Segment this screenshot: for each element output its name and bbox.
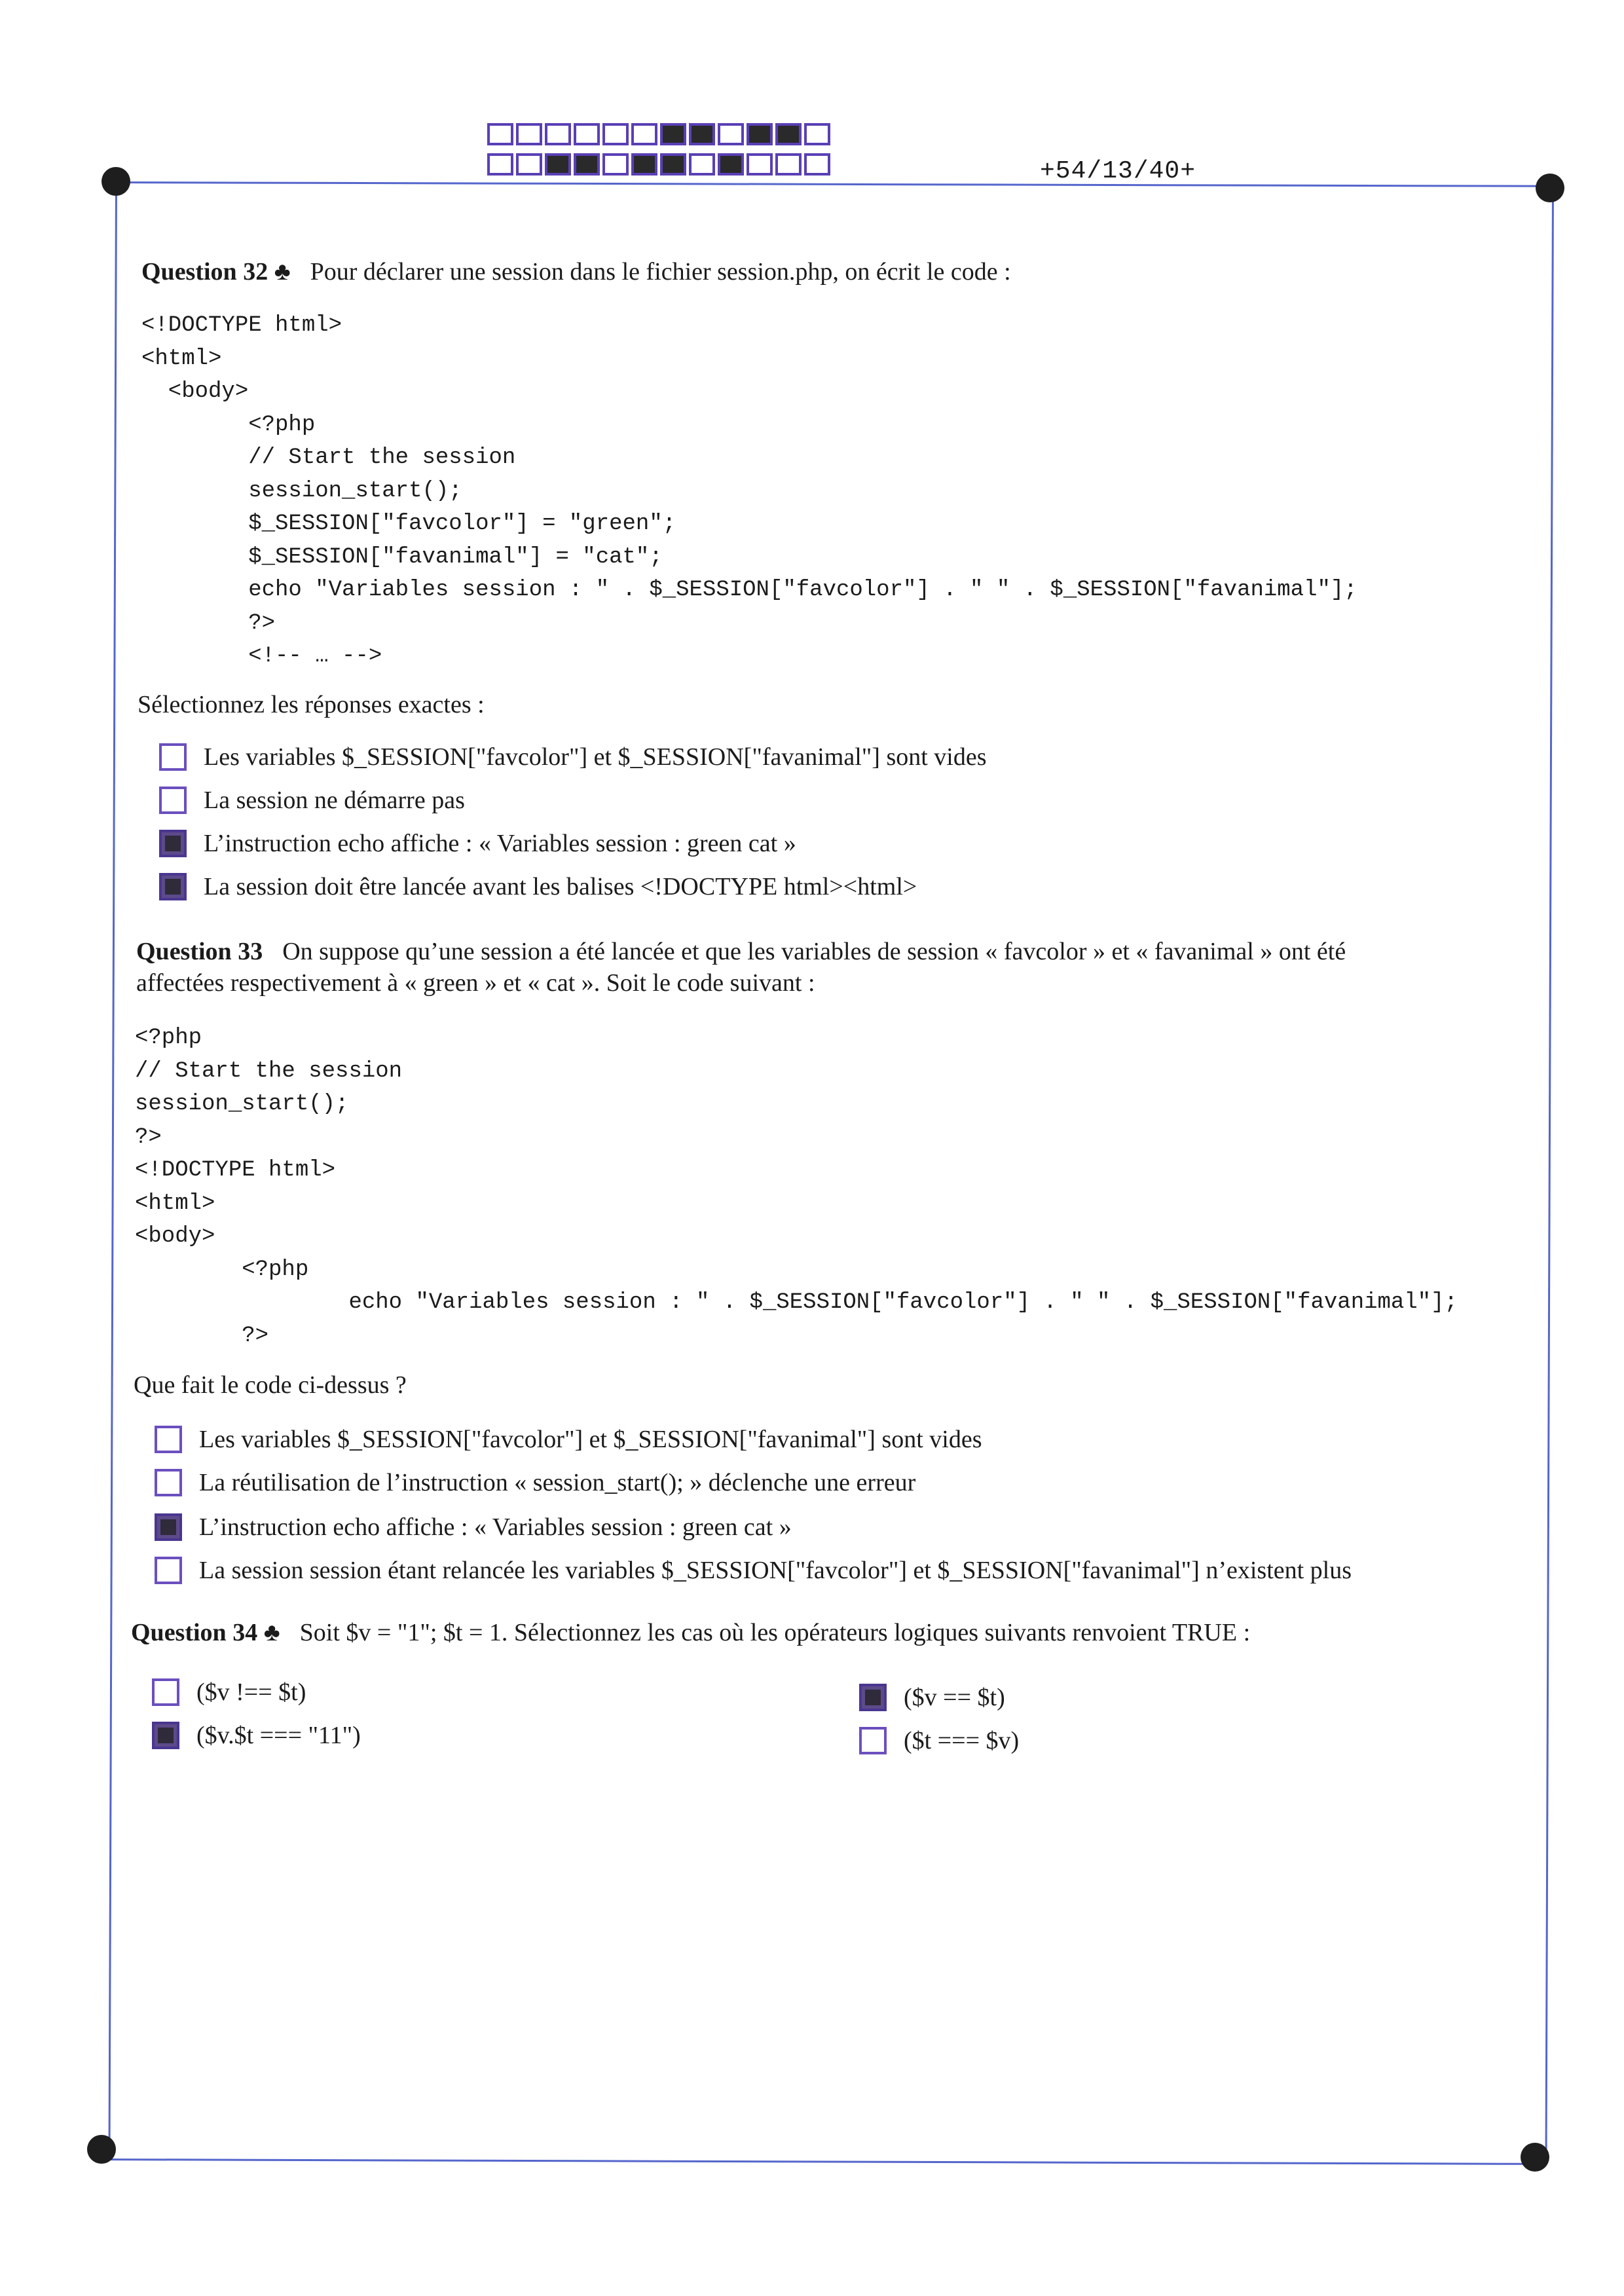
checkbox[interactable] [159,873,187,900]
frame-left-line [108,183,117,2158]
code-line: ?> [135,1124,162,1150]
checkbox[interactable] [152,1722,179,1749]
answer-choice[interactable] [155,1468,915,1497]
code-line: $_SESSION["favcolor"] = "green"; [141,511,676,536]
code-cell [487,123,513,145]
code-cell [718,123,744,145]
answer-label: Les variables $_SESSION["favcolor"] et $_SESSION["favanimal"] sont vides [204,743,987,771]
checkbox[interactable] [155,1469,182,1496]
code-cell [747,123,773,145]
code-line: session_start(); [135,1092,349,1117]
question-number: Question 32 ♣ [141,258,291,286]
code-cell [602,123,629,145]
question-33-heading [136,936,1346,967]
code-cell [574,153,600,176]
code-line: ?> [135,1323,269,1348]
code-cell [747,153,773,176]
answer-label: L’instruction echo affiche : « Variables session : green cat » [204,830,796,857]
answer-label: La session ne démarre pas [204,787,465,814]
code-cell [660,153,686,176]
checkbox[interactable] [155,1426,182,1453]
code-cell [631,153,657,176]
answer-choice[interactable] [155,1513,792,1542]
answer-choice[interactable] [859,1683,1005,1712]
checkbox[interactable] [152,1678,179,1706]
code-cell [804,123,830,145]
answer-label: La session session étant relancée les variables $_SESSION["favcolor"] et $_SESSION["favanimal"] n’existent plus [199,1557,1352,1584]
question-text: On suppose qu’une session a été lancée et que les variables de session « favcolor » et « favanimal » ont été [282,938,1346,965]
question-33-code [135,1022,1458,1352]
code-line: <?php [135,1026,202,1050]
code-line: <html> [135,1191,215,1216]
code-cell [775,123,802,145]
checkbox[interactable] [159,743,187,771]
question-33-text-continued: affectées respectivement à « green » et « cat ». Soit le code suivant : [136,969,815,997]
question-32-code [141,309,1357,673]
answer-label: ($v !== $t) [196,1678,306,1706]
code-line: ?> [141,610,276,636]
answer-choice[interactable] [859,1726,1019,1755]
answer-label: Les variables $_SESSION["favcolor"] et $_SESSION["favanimal"] sont vides [199,1426,982,1453]
answer-label: ($t === $v) [904,1727,1020,1754]
checkbox[interactable] [159,830,187,857]
code-cell [660,123,686,145]
code-line: echo "Variables session : " . $_SESSION["favcolor"] . " " . $_SESSION["favanimal"]; [135,1290,1458,1315]
answer-choice[interactable] [159,829,796,858]
code-cell [516,153,542,176]
corner-marker-bottom-left [87,2135,116,2164]
code-line: <!DOCTYPE html> [135,1158,336,1183]
code-cell [775,153,802,176]
answer-choice[interactable] [159,872,917,901]
answer-choice[interactable] [159,743,987,771]
code-cell [631,123,657,145]
frame-top-line [108,181,1555,187]
code-cell [602,153,629,176]
answer-choice[interactable] [159,786,465,815]
code-line: <body> [141,379,249,404]
code-cell [804,153,830,176]
frame-right-line [1545,190,1554,2164]
code-cell [689,123,715,145]
answer-label: ($v.$t === "11") [196,1722,361,1749]
corner-marker-top-right [1536,174,1564,202]
answer-label: La réutilisation de l’instruction « session_start(); » déclenche une erreur [199,1469,916,1496]
checkbox[interactable] [859,1684,887,1711]
code-line: // Start the session [135,1058,403,1084]
answer-label: La session doit être lancée avant les balises <!DOCTYPE html><html> [204,873,917,900]
question-number: Question 33 [136,938,263,965]
code-line: <?php [135,1257,309,1282]
question-33-prompt: Que fait le code ci-dessus ? [134,1371,407,1399]
question-number: Question 34 ♣ [131,1619,280,1646]
checkbox[interactable] [155,1513,182,1541]
code-cell [574,123,600,145]
answer-choice[interactable] [155,1556,1352,1585]
question-text: Pour déclarer une session dans le fichier session.php, on écrit le code : [310,258,1011,286]
answer-label: L’instruction echo affiche : « Variables session : green cat » [199,1513,792,1541]
page-id: +54/13/40+ [1040,157,1196,185]
code-cell [516,123,542,145]
code-cell [718,153,744,176]
checkbox[interactable] [859,1727,887,1754]
code-line: <html> [141,346,222,371]
question-34-heading [131,1618,1250,1648]
code-line: <body> [135,1224,215,1249]
code-cell [487,153,513,176]
code-cell [545,123,571,145]
page-code-boxes-top [487,123,833,145]
checkbox[interactable] [155,1557,182,1584]
code-line: echo "Variables session : " . $_SESSION["favcolor"] . " " . $_SESSION["favanimal"]; [141,578,1357,602]
frame-bottom-line [101,2158,1542,2165]
code-cell [545,153,571,176]
answer-label: ($v == $t) [904,1684,1005,1711]
corner-marker-top-left [101,167,130,196]
checkbox[interactable] [159,787,187,814]
code-cell [689,153,715,176]
answer-choice[interactable] [152,1721,361,1750]
code-line: <?php [141,412,316,437]
question-text: Soit $v = "1"; $t = 1. Sélectionnez les cas où les opérateurs logiques suivants renvoient TRUE : [299,1619,1251,1646]
answer-choice[interactable] [155,1425,982,1454]
code-line: session_start(); [141,478,462,504]
question-32-heading [141,257,1011,287]
code-line: // Start the session [141,445,516,470]
code-line: $_SESSION["favanimal"] = "cat"; [141,544,663,570]
code-line: <!-- … --> [141,644,382,669]
page-code-boxes-bottom [487,153,833,176]
question-32-prompt: Sélectionnez les réponses exactes : [138,691,485,718]
answer-choice[interactable] [152,1678,306,1707]
code-line: <!DOCTYPE html> [141,313,342,338]
corner-marker-bottom-right [1521,2143,1549,2172]
